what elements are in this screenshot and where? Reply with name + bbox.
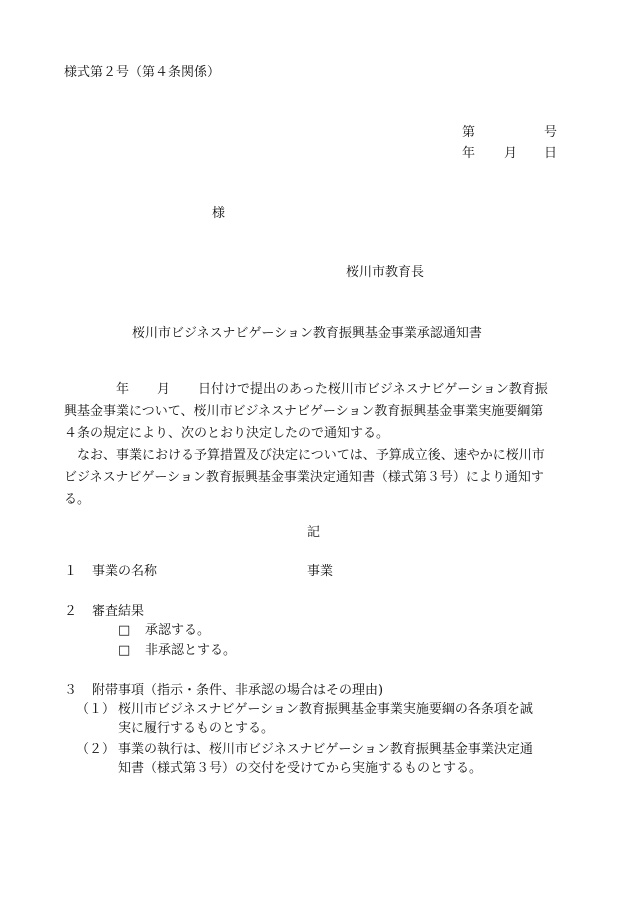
doc-number-suffix: 号 (544, 125, 558, 140)
item1-label: 事業の名称 (92, 564, 158, 579)
body-line-6: る。 (64, 492, 91, 507)
reject-checkbox[interactable]: □ (118, 643, 131, 658)
ki-heading: 記 (307, 525, 321, 540)
item1-value: 事業 (307, 564, 334, 579)
approve-label: 承認する。 (145, 623, 211, 638)
item3-sub2-number: （２） (76, 742, 116, 757)
item3-sub2-line2: 知書（様式第３号）の交付を受けてから実施するものとする。 (118, 761, 483, 776)
body-month-label: 月 (157, 382, 171, 397)
sender: 桜川市教育長 (346, 265, 425, 280)
item3-label: 附帯事項（指示・条件、非承認の場合はその理由) (92, 683, 384, 698)
addressee-suffix: 様 (212, 206, 226, 221)
date-month: 月 (504, 146, 518, 161)
item2-number: ２ (64, 604, 78, 619)
body-paragraph-1 (64, 379, 580, 445)
body-line-2: 興基金事業について、桜川市ビジネスナビゲーション教育振興基金事業実施要綱第 (64, 404, 544, 419)
body-line-1 (64, 379, 580, 401)
date-day: 日 (544, 146, 558, 161)
body-paragraph-2 (64, 445, 580, 511)
body-line-1-text: 日付けで提出のあった桜川市ビジネスナビゲーション教育振 (198, 382, 548, 397)
item3-sub1-line1: 桜川市ビジネスナビゲーション教育振興基金事業実施要綱の各条項を誠 (118, 702, 533, 717)
reject-label: 非承認とする。 (145, 643, 237, 658)
item2-label: 審査結果 (92, 604, 145, 619)
doc-number-prefix: 第 (462, 125, 476, 140)
item3-sub1-number: （１） (76, 702, 116, 717)
body-line-5: ビジネスナビゲーション教育振興基金事業決定通知書（様式第３号）により通知す (64, 470, 544, 485)
date-year: 年 (462, 146, 476, 161)
approve-checkbox[interactable]: □ (118, 623, 131, 638)
body-line-3: ４条の規定により、次のとおり決定したので通知する。 (64, 426, 390, 441)
item3-sub2-line1: 事業の執行は、桜川市ビジネスナビゲーション教育振興基金事業決定通 (118, 742, 533, 757)
form-label: 様式第２号（第４条関係） (64, 65, 221, 80)
item3-number: ３ (64, 683, 78, 698)
item3-sub1-line2: 実に履行するものとする。 (118, 721, 275, 736)
body-year-label: 年 (116, 382, 130, 397)
document-title: 桜川市ビジネスナビゲーション教育振興基金事業承認通知書 (132, 326, 482, 341)
body-line-4: なお、事業における予算措置及び決定については、予算成立後、速やかに桜川市 (77, 448, 545, 463)
item1-number: １ (64, 564, 78, 579)
